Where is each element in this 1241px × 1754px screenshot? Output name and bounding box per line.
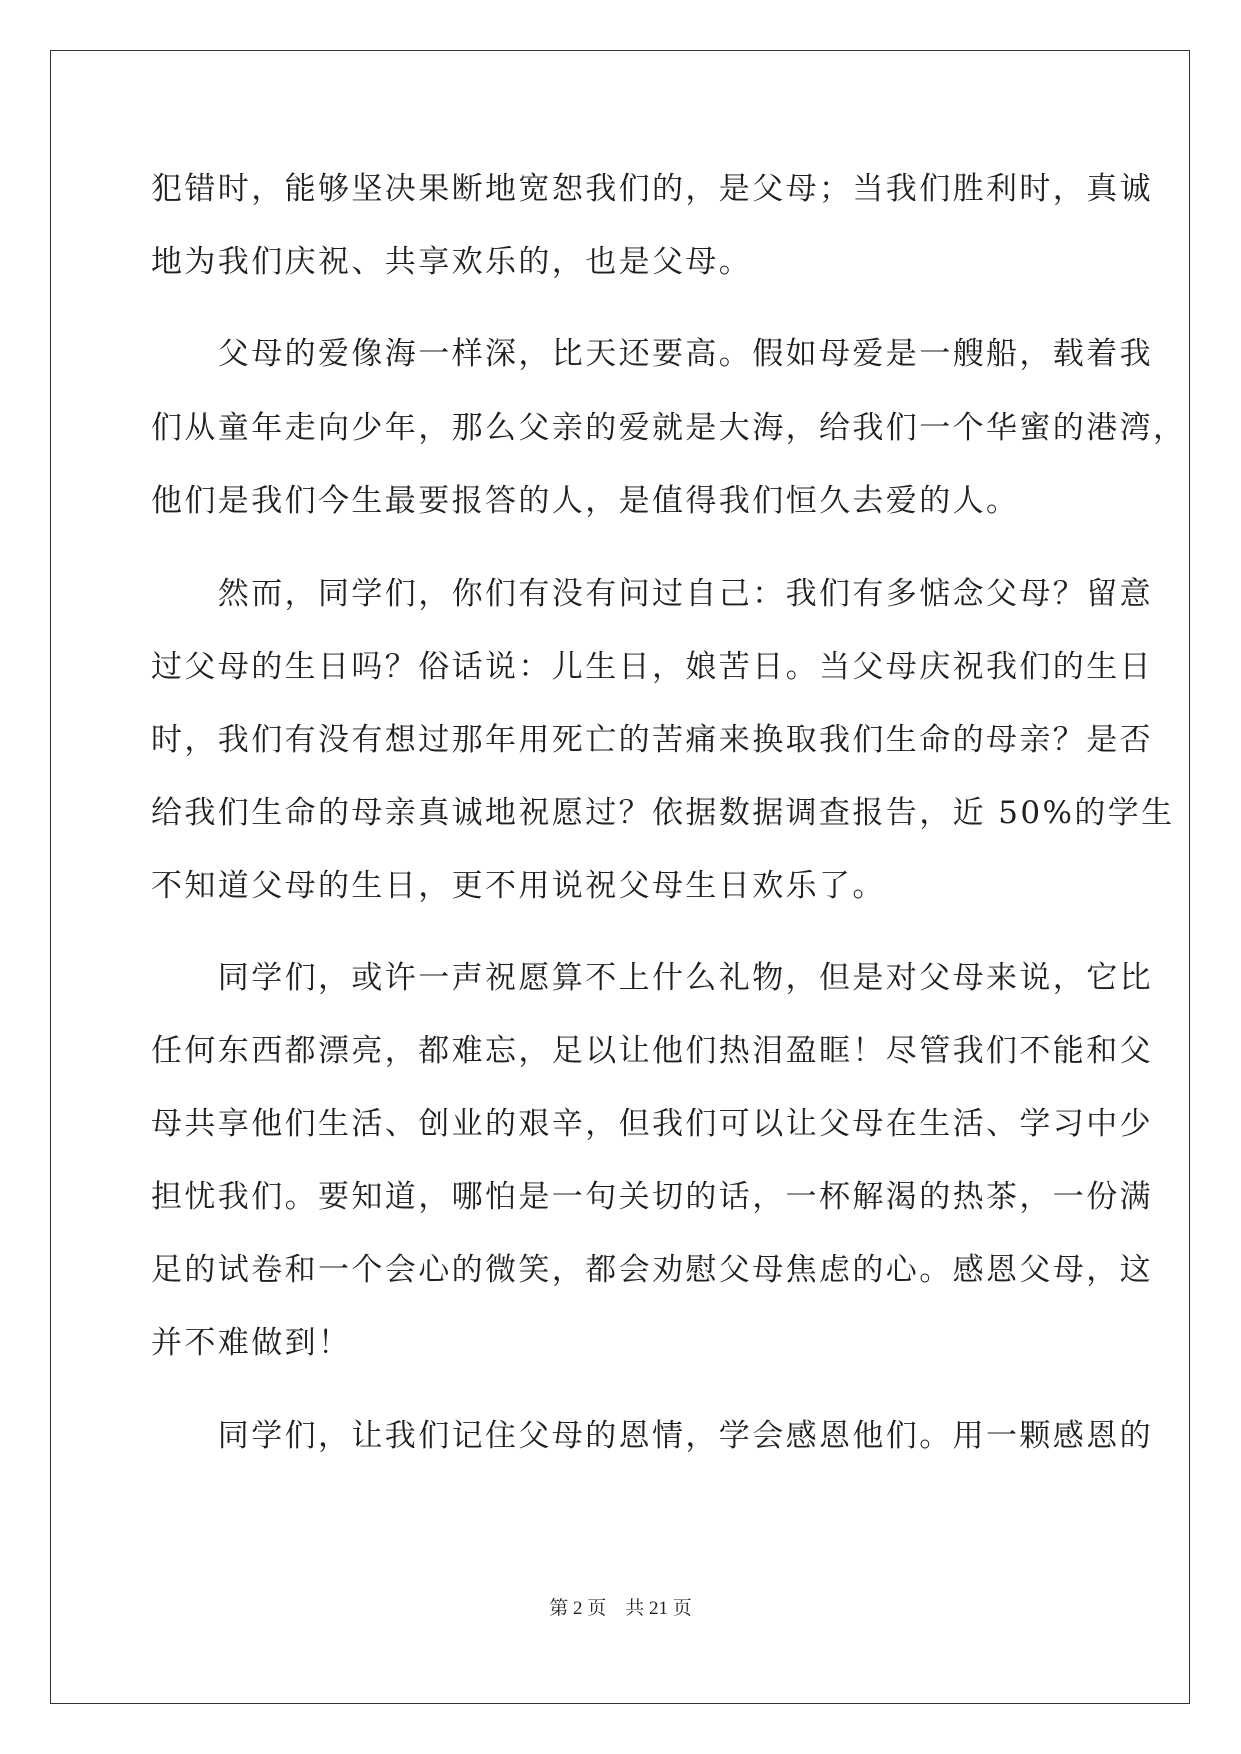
page-number-label: 第 2 页 共 21 页 (549, 1598, 692, 1619)
paragraph-start-line: 然而，同学们，你们有没有问过自己：我们有多惦念父母？留意 (151, 576, 1153, 612)
text-line: 地为我们庆祝、共享欢乐的，也是父母。 (151, 244, 753, 280)
text-line: 过父母的生日吗？俗话说：儿生日，娘苦日。当父母庆祝我们的生日 (151, 649, 1153, 685)
paragraph-start-line: 父母的爱像海一样深，比天还要高。假如母爱是一艘船，载着我 (151, 336, 1153, 372)
text-line: 们从童年走向少年，那么父亲的爱就是大海，给我们一个华蜜的港湾， (151, 410, 1187, 446)
text-line: 足的试卷和一个会心的微笑，都会劝慰父母焦虑的心。感恩父母，这 (151, 1252, 1153, 1288)
text-line: 给我们生命的母亲真诚地祝愿过？依据数据调查报告，近 50%的学生 (151, 795, 1175, 831)
text-line: 时，我们有没有想过那年用死亡的苦痛来换取我们生命的母亲？是否 (151, 722, 1153, 758)
text-line: 并不难做到！ (151, 1325, 352, 1361)
text-line: 犯错时，能够坚决果断地宽恕我们的，是父母；当我们胜利时，真诚 (151, 171, 1153, 207)
page-footer (0, 1596, 1241, 1621)
paragraph-start-line: 同学们，或许一声祝愿算不上什么礼物，但是对父母来说，它比 (151, 960, 1153, 996)
paragraph-start-line: 同学们，让我们记住父母的恩情，学会感恩他们。用一颗感恩的 (151, 1418, 1153, 1454)
text-line: 他们是我们今生最要报答的人，是值得我们恒久去爱的人。 (151, 483, 1020, 519)
text-line: 不知道父母的生日，更不用说祝父母生日欢乐了。 (151, 868, 886, 904)
text-line: 担忧我们。要知道，哪怕是一句关切的话，一杯解渴的热茶，一份满 (151, 1179, 1153, 1215)
text-line: 母共享他们生活、创业的艰辛，但我们可以让父母在生活、学习中少 (151, 1106, 1153, 1142)
text-line: 任何东西都漂亮，都难忘，足以让他们热泪盈眶！尽管我们不能和父 (151, 1033, 1153, 1069)
